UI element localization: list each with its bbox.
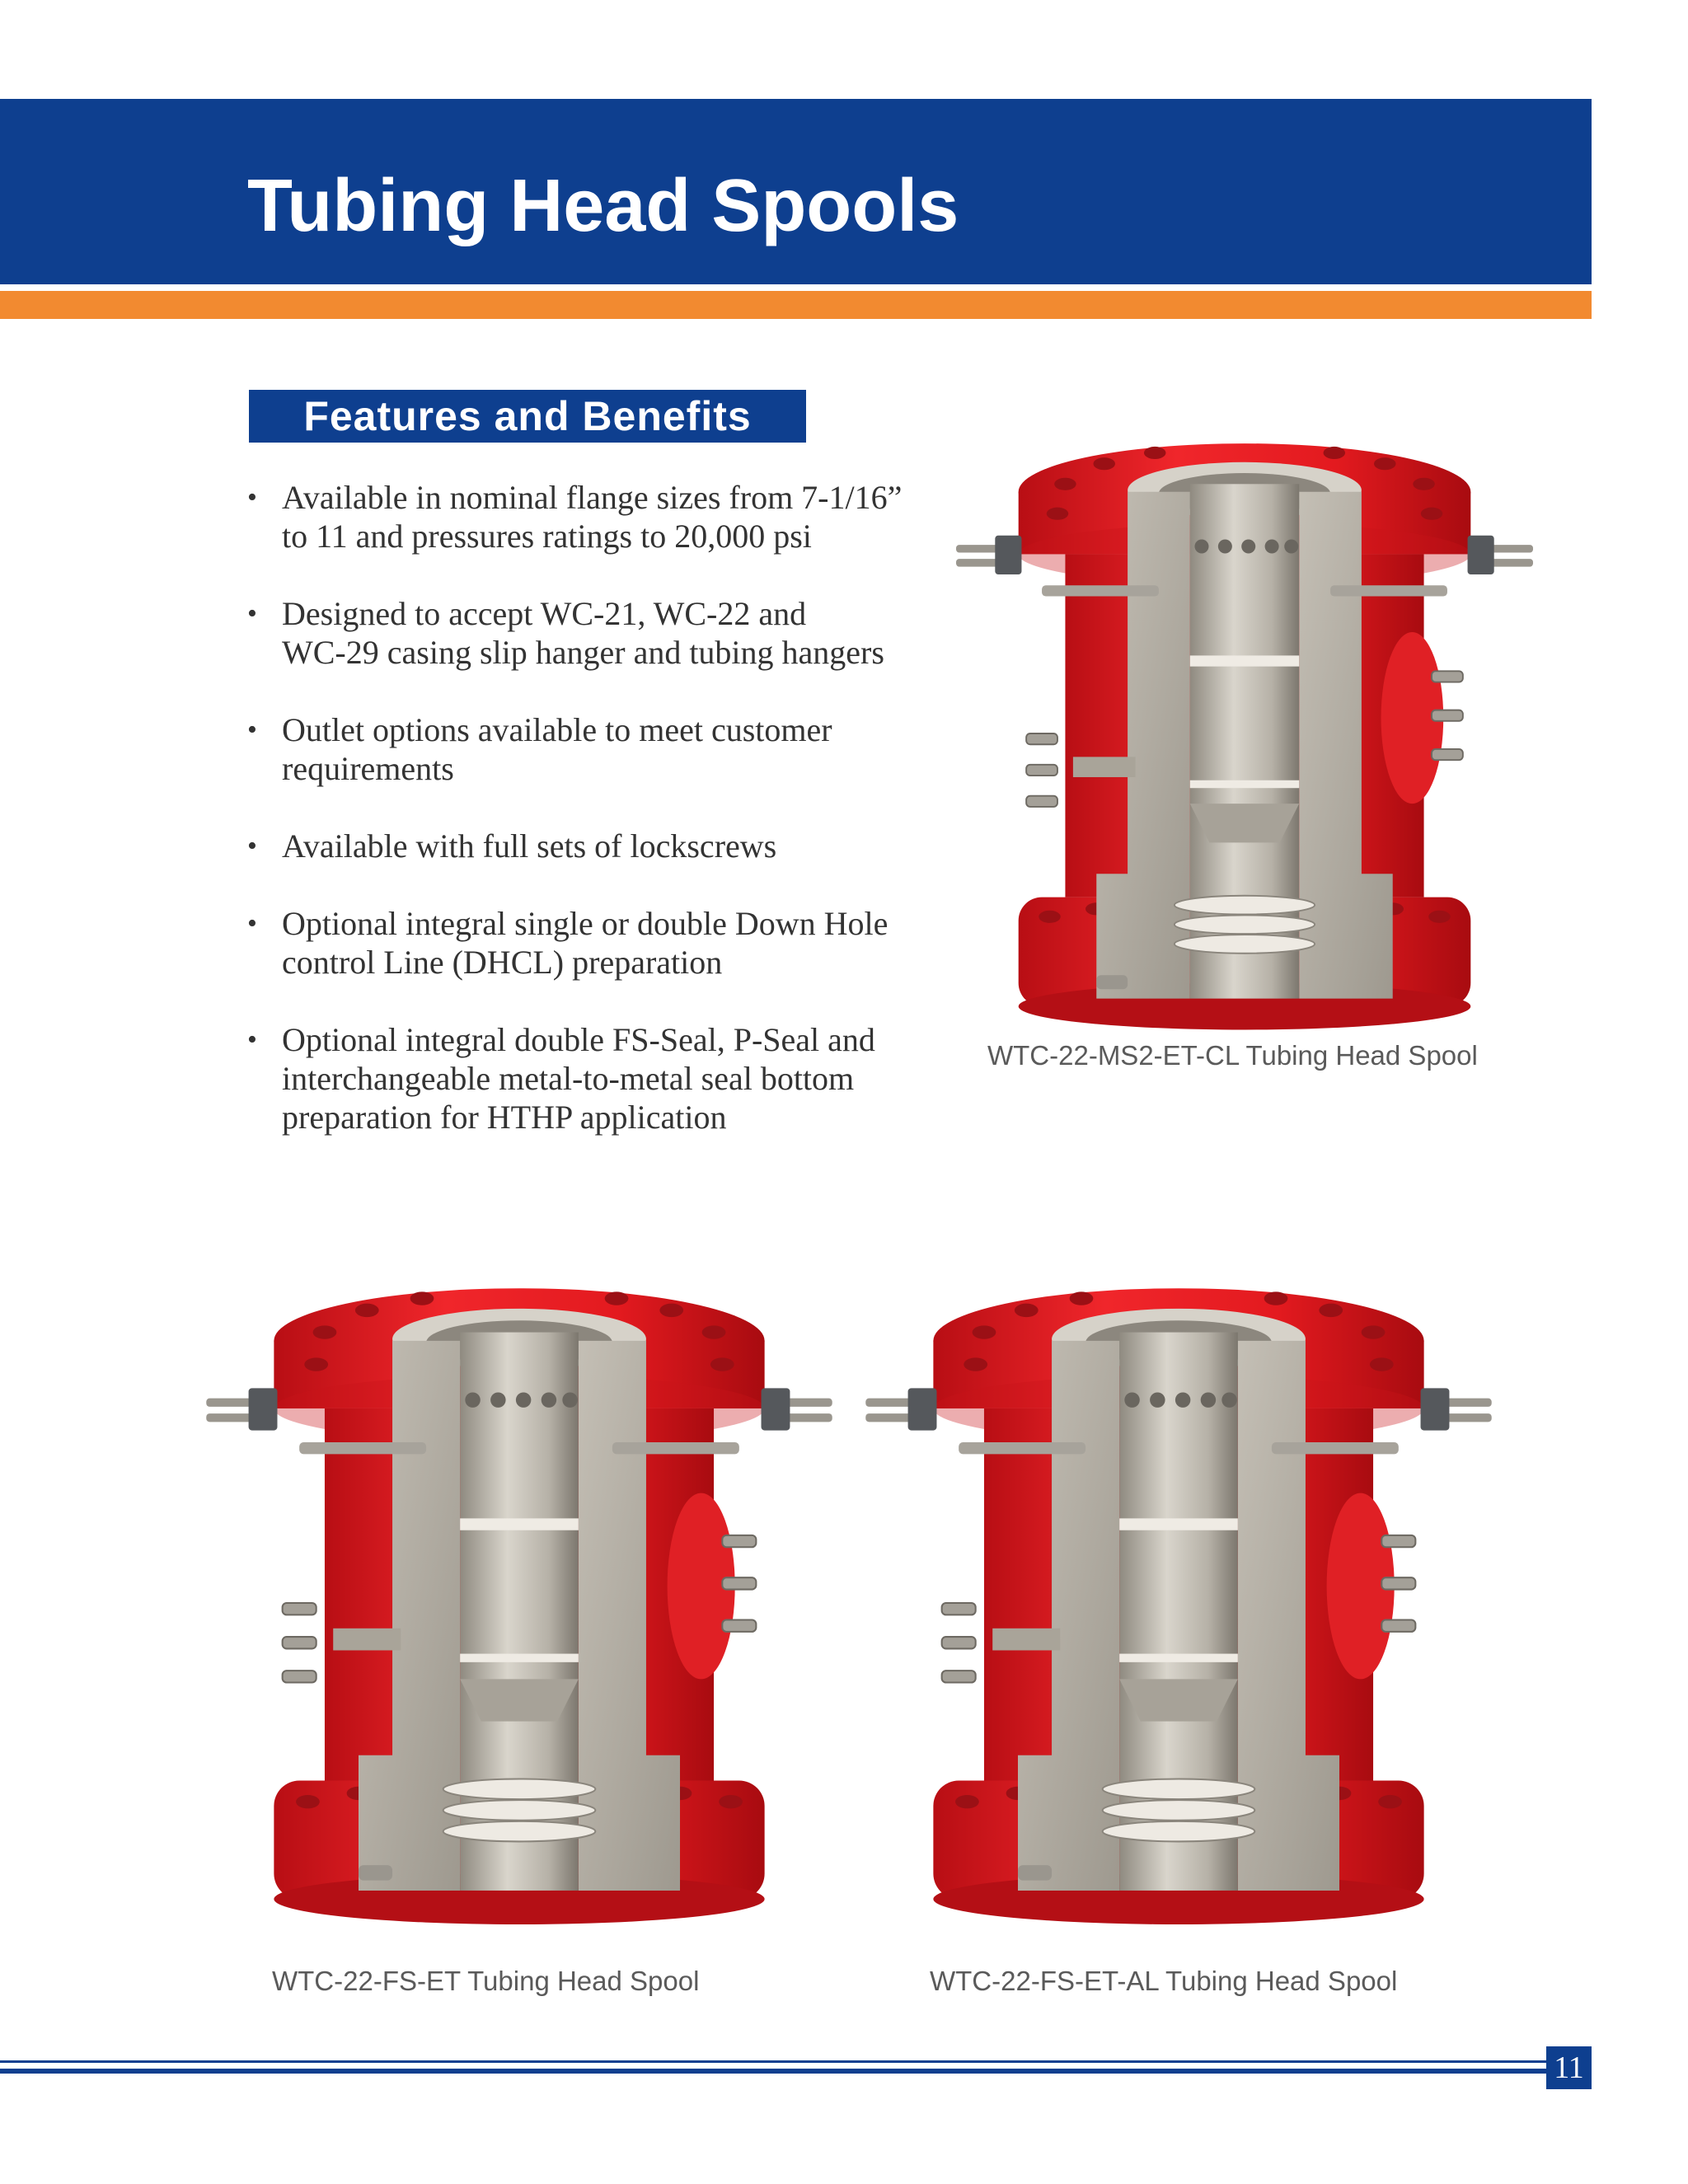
list-item	[247, 1020, 973, 1137]
product-caption: WTC-22-MS2-ET-CL Tubing Head Spool	[987, 1040, 1478, 1071]
features-list	[247, 478, 973, 1175]
feature-line: Available with full sets of lockscrews	[282, 827, 777, 865]
feature-line: preparation for HTHP application	[282, 1099, 727, 1136]
product-caption: WTC-22-FS-ET-AL Tubing Head Spool	[930, 1966, 1398, 1996]
product-caption: WTC-22-FS-ET Tubing Head Spool	[272, 1966, 700, 1996]
bullet-icon: •	[247, 482, 257, 513]
feature-line: Optional integral double FS-Seal, P-Seal and	[282, 1021, 875, 1058]
feature-line: requirements	[282, 750, 454, 787]
bullet-icon: •	[247, 715, 257, 745]
spool-image-ms2-et-cl	[956, 429, 1533, 1038]
feature-line: to 11 and pressures ratings to 20,000 psi	[282, 518, 812, 555]
page-title: Tubing Head Spools	[247, 165, 959, 247]
feature-line: Available in nominal flange sizes from 7-1/16”	[282, 479, 903, 516]
bullet-icon: •	[247, 1024, 257, 1055]
page-number: 11	[1546, 2046, 1592, 2089]
accent-stripe	[0, 291, 1592, 319]
feature-line: Outlet options available to meet customer	[282, 711, 832, 748]
list-item	[247, 904, 973, 982]
feature-line: WC-29 casing slip hanger and tubing hangers	[282, 634, 884, 671]
features-heading: Features and Benefits	[249, 390, 806, 443]
footer-rule	[0, 2060, 1546, 2063]
spool-image-fs-et-al	[865, 1282, 1492, 1924]
feature-line: Designed to accept WC-21, WC-22 and	[282, 595, 807, 632]
list-item	[247, 710, 973, 788]
feature-line: Optional integral single or double Down Hole	[282, 905, 889, 942]
feature-line: interchangeable metal-to-metal seal bottom	[282, 1060, 855, 1097]
spool-image-fs-et	[206, 1282, 832, 1924]
list-item	[247, 478, 973, 555]
bullet-icon: •	[247, 598, 257, 629]
bullet-icon: •	[247, 831, 257, 861]
bullet-icon: •	[247, 908, 257, 939]
footer-rule	[0, 2069, 1546, 2074]
list-item	[247, 594, 973, 672]
feature-line: control Line (DHCL) preparation	[282, 944, 723, 981]
list-item	[247, 827, 973, 865]
